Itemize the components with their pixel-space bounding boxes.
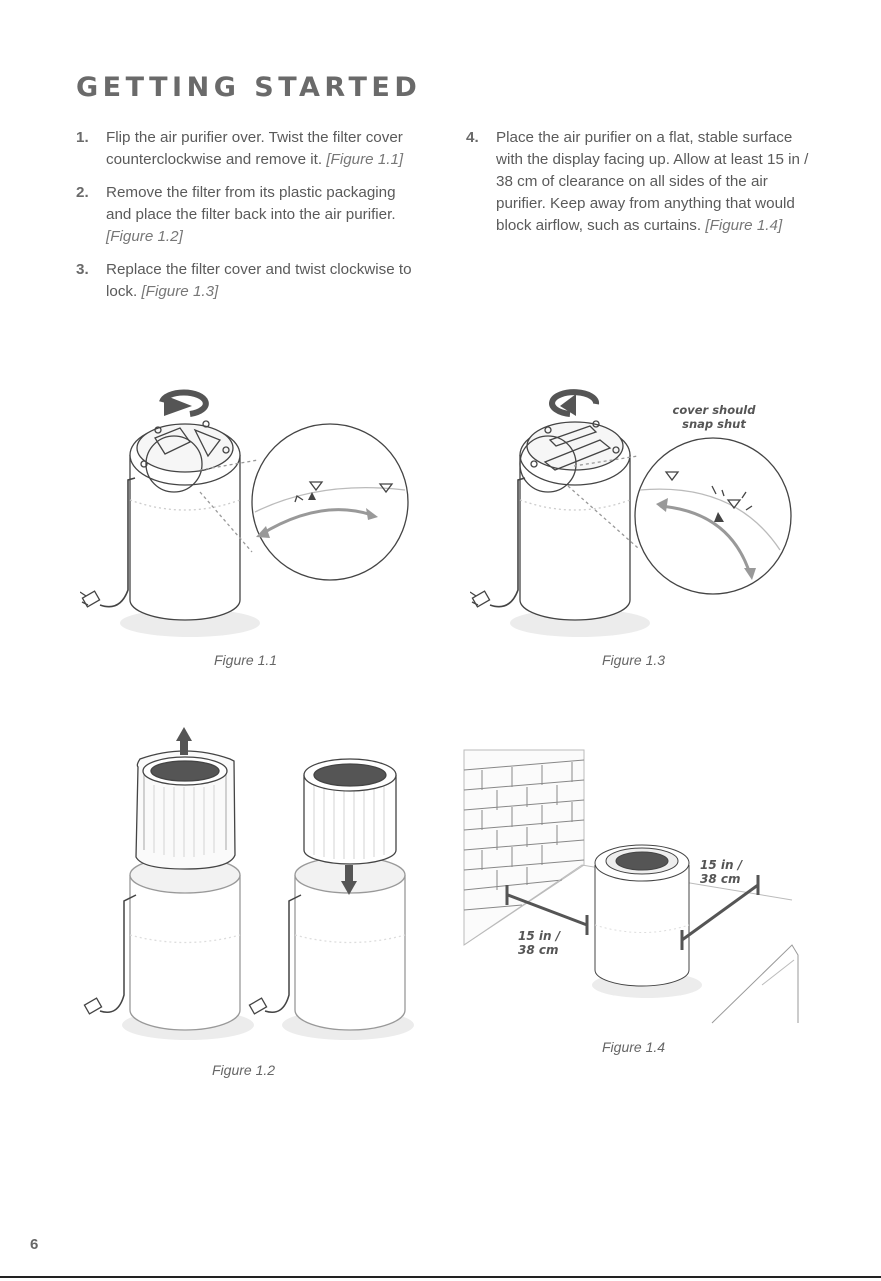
step-number: 1. — [76, 129, 89, 146]
callout-text: cover should — [672, 403, 756, 417]
step-item — [76, 127, 416, 171]
clearance-label: 15 in / — [518, 929, 561, 943]
figure-1-4-illustration — [462, 745, 802, 1035]
steps-list-left — [76, 127, 416, 314]
step-text: Flip the air purifier over. Twist the filter cover counterclockwise and remove it. — [106, 129, 403, 168]
step-item — [76, 182, 416, 248]
figure-caption: Figure 1.2 — [212, 1062, 276, 1078]
clearance-label: 38 cm — [518, 943, 559, 957]
bottom-rule — [0, 1276, 881, 1278]
callout-text: snap shut — [682, 417, 746, 431]
figure-reference: [Figure 1.1] — [326, 151, 404, 168]
figure-reference: [Figure 1.2] — [106, 228, 183, 245]
step-number: 2. — [76, 184, 89, 201]
page-number: 6 — [30, 1236, 39, 1253]
figure-caption: Figure 1.1 — [214, 652, 278, 668]
figure-caption: Figure 1.3 — [602, 652, 666, 668]
figure-reference: [Figure 1.3] — [141, 283, 219, 300]
step-text: Remove the filter from its plastic packaging and place the filter back into the air purifier. — [106, 184, 396, 223]
figure-1-3-illustration — [470, 380, 800, 645]
step-item — [76, 259, 416, 303]
figure-reference: [Figure 1.4] — [705, 217, 783, 234]
clearance-label: 38 cm — [700, 872, 741, 886]
step-number: 3. — [76, 261, 89, 278]
step-item — [466, 127, 816, 237]
clearance-label: 15 in / — [700, 858, 743, 872]
step-text: Place the air purifier on a flat, stable surface with the display facing up. Allow at least 15 in / 38 cm of clearance on all sides of the air purifier. Keep away from anything that would block airflow, such as curtains. — [496, 129, 809, 234]
figure-caption: Figure 1.4 — [602, 1039, 666, 1055]
step-number: 4. — [466, 129, 479, 146]
figure-1-2-illustration — [80, 725, 420, 1055]
step-text: Replace the filter cover and twist clockwise to lock. — [106, 261, 412, 300]
figure-1-1-illustration — [80, 380, 420, 645]
page-title: GETTING STARTED — [76, 72, 422, 103]
steps-list-right — [466, 127, 816, 248]
